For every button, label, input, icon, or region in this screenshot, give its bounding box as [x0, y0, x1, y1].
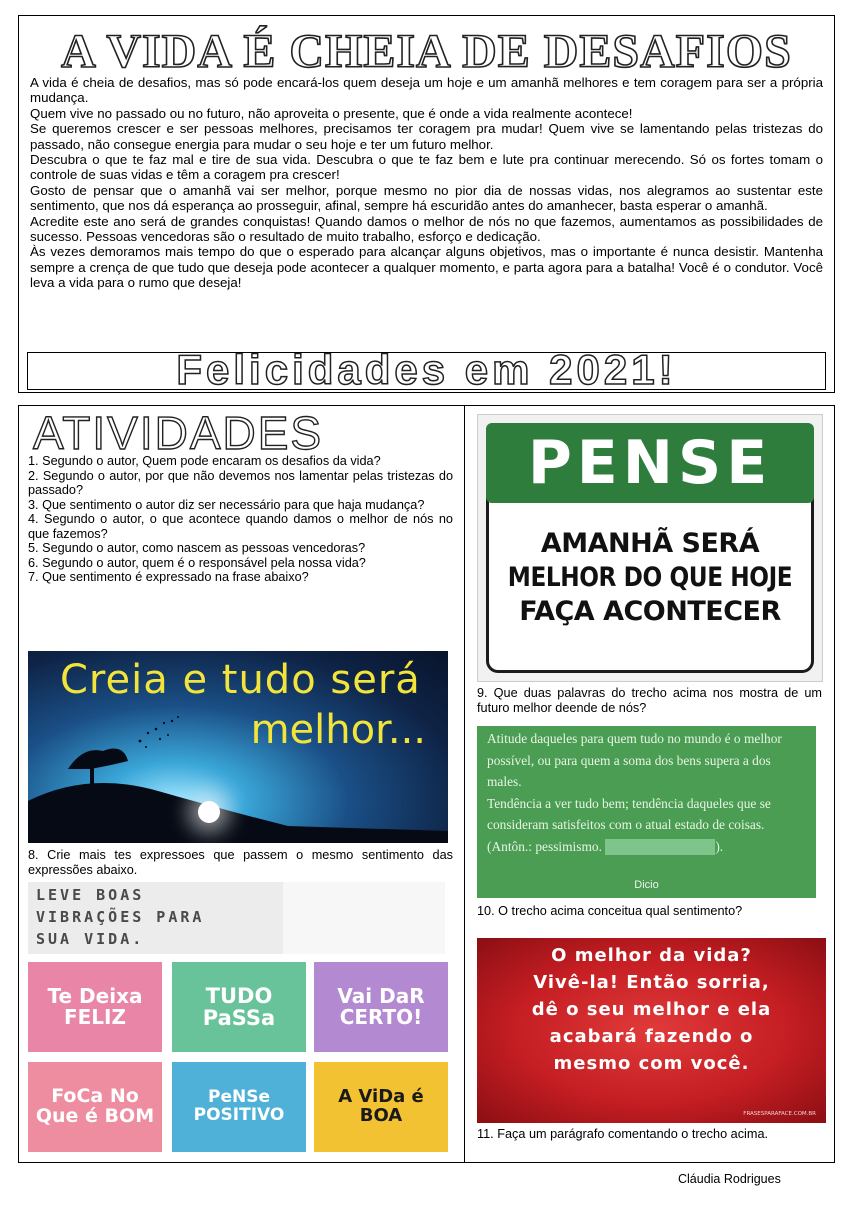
melhor-da-vida-image [477, 938, 826, 1123]
tile-pense-positivo [172, 1062, 306, 1152]
activities-box [18, 405, 835, 1163]
dicio-logo: Dicio [634, 878, 659, 891]
tile-text: Vai DaR CERTO! [337, 984, 425, 1029]
tile-te-deixa-feliz [28, 962, 162, 1052]
page-title: A VIDA É CHEIA DE DESAFIOS [61, 25, 792, 78]
question: 7. Que sentimento é expressado na frase abaixo? [28, 570, 309, 584]
question-list [28, 454, 453, 585]
definition-end: ). [715, 838, 724, 854]
question-11: 11. Faça um parágrafo comentando o trecho acima. [477, 1127, 769, 1141]
pense-line: MELHOR DO QUE HOJE [507, 562, 793, 593]
moon-glow [198, 801, 220, 823]
question: 4. Segundo o autor, o que acontece quando damos o melhor de nós no que fazemos? [28, 512, 453, 541]
essay-box [18, 15, 835, 393]
pense-line: AMANHÃ SERÁ [540, 528, 760, 559]
question-9: 9. Que duas palavras do trecho acima nos mostra de um futuro melhor deende de nós? [477, 686, 822, 715]
creia-image [28, 651, 448, 843]
pense-sign-image [477, 414, 823, 682]
pense-subtext [478, 527, 822, 629]
question-10: 10. O trecho acima conceitua qual sentimento? [477, 904, 743, 918]
tile-tudo-passa [172, 962, 306, 1052]
question: 3. Que sentimento o autor diz ser necessário para que haja mudança? [28, 497, 425, 512]
vida-line: O melhor da vida? [551, 945, 752, 966]
vida-line: dê o seu melhor e ela [531, 999, 772, 1020]
tile-text: Te Deixa FELIZ [47, 984, 143, 1029]
tile-text: A ViDa é BOA [338, 1086, 424, 1126]
creia-line-2: melhor... [250, 707, 426, 753]
question-8: 8. Crie mais tes expressoes que passem o mesmo sentimento das expressões abaixo. [28, 848, 453, 877]
column-divider [464, 406, 465, 1162]
tile-vai-dar-certo [314, 962, 448, 1052]
tile-text: TUDO PaSSa [202, 983, 276, 1030]
essay-paragraph: Acredite este ano será de grandes conquistas! Quando damos o melhor de nós no que fazemos, aumentamos as possibilidades de sucesso. Pessoas vencedoras são o resultado de muito trabalho, esforço e dedicação. [30, 213, 823, 245]
question: 6. Segundo o autor, quem é o responsável pela nossa vida? [28, 555, 366, 570]
hidden-word-highlight [605, 839, 715, 855]
definition-text-2 [487, 793, 806, 858]
dicio-definition-image [477, 726, 816, 898]
tile-foca-no-que-e-bom [28, 1062, 162, 1152]
activities-title: ATIVIDADES [33, 407, 324, 459]
tile-text: PeNSe POSITIVO [193, 1087, 285, 1125]
question: 1. Segundo o autor, Quem pode encaram os desafios da vida? [28, 454, 381, 468]
essay-paragraph: Se queremos crescer e ser pessoas melhores, precisamos ter coragem pra mudar! Quem vive se lamentando pelas tristezas do passado, não consegue energia para mudar o seu hoje e ter um futuro melhor. [30, 121, 823, 152]
definition-text: Atitude daqueles para quem tudo no mundo é o melhor possível, ou para quem a soma dos bens supera a dos males. [487, 731, 782, 789]
definition-line: Tendência a ver tudo bem; tendência daqueles que se consideram satisfeitos com o atual estado de coisas. (Antôn.: pessimismo. [487, 795, 771, 854]
question: 2. Segundo o autor, por que não devemos nos lamentar pelas tristezas do passado? [28, 468, 453, 497]
vida-line: Vivê-la! Então sorria, [533, 972, 770, 993]
greeting-banner: Felicidades em 2021! [27, 352, 826, 390]
essay-paragraph: Gosto de pensar que o amanhã vai ser melhor, porque mesmo no pior dia de nossas vidas, nos alegramos ao sustentar este sentimento, que nos dá esperança ao prosseguir, afinal, sempre há escuridão antes do amanhecer, basta esperar o amanhã. [30, 182, 823, 214]
image-source: FRASESPARAFACE.COM.BR [743, 1110, 816, 1117]
vida-line: acabará fazendo o [549, 1026, 754, 1047]
author-credit: Cláudia Rodrigues [678, 1172, 781, 1186]
essay-paragraph: Às vezes demoramos mais tempo do que o esperado para alcançar alguns objetivos, mas o importante é nunca desistir. Mantenha sempre a crença de que tudo que deseja pode acontecer a qualquer momento, e parta agora para a batalha! Você é o condutor. Você leva a vida para o rumo que deseja! [30, 244, 823, 291]
blank-area [283, 882, 445, 954]
essay-paragraph: Descubra o que te faz mal e tire de sua vida. Descubra o que te faz bem e lute pra continuar merecendo. Só os fortes tomam o controle de suas vidas e têm a coragem pra crescer! [30, 152, 823, 183]
creia-line-1: Creia e tudo será [60, 657, 421, 703]
essay-text [19, 75, 834, 291]
leve-boas-image: LEVE BOAS VIBRAÇÕES PARA SUA VIDA. [28, 882, 283, 954]
essay-paragraph: A vida é cheia de desafios, mas só pode encará-los quem deseja um hoje e um amanhã melhores e tem coragem para ser a própria mudança. [30, 75, 823, 106]
tile-text: FoCa No Que é BOM [35, 1085, 155, 1127]
vida-line: mesmo com você. [553, 1053, 750, 1074]
pense-line: FAÇA ACONTECER [519, 596, 781, 627]
essay-paragraph: Quem vive no passado ou no futuro, não aproveita o presente, que é onde a vida realmente acontece! [30, 105, 633, 121]
question: 5. Segundo o autor, como nascem as pessoas vencedoras? [28, 541, 366, 555]
pense-banner: PENSE [486, 423, 814, 503]
tile-a-vida-e-boa [314, 1062, 448, 1152]
